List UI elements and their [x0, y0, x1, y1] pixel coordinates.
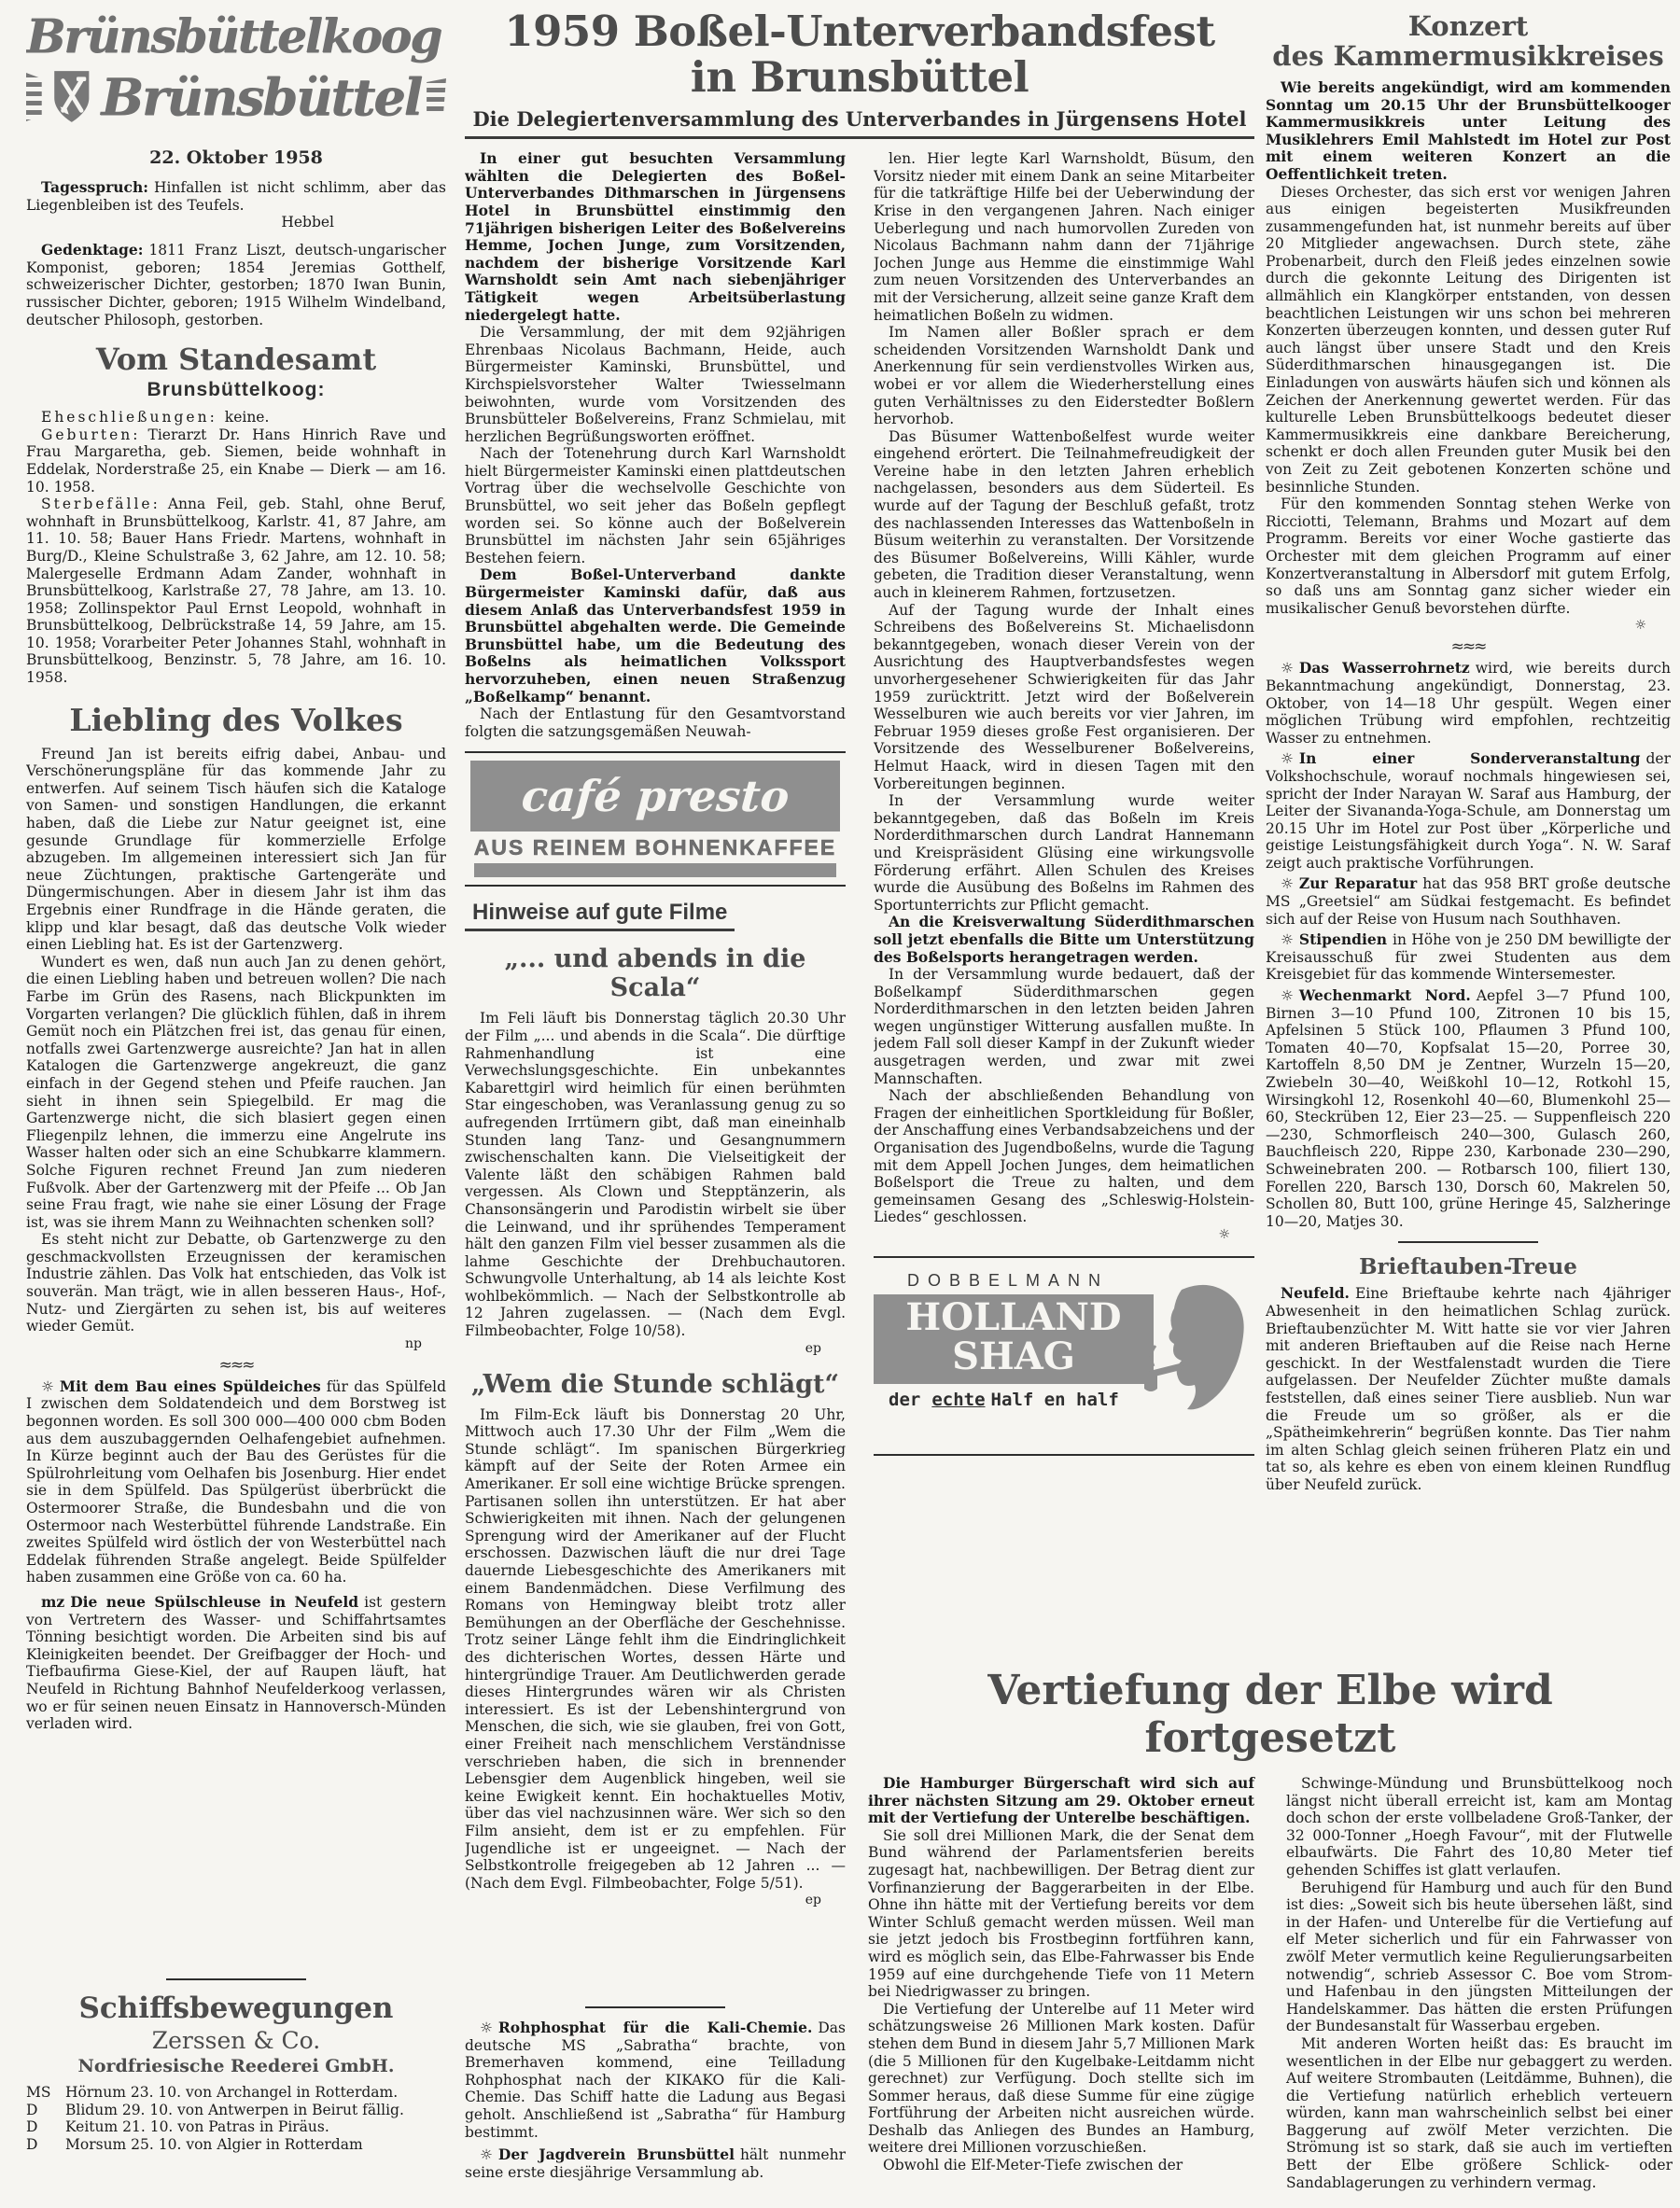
brief-wasserrohrnetz: [1266, 660, 1671, 747]
paragraph: Nach der Entlastung für den Gesamtvorstand folgten die satzungsgemäßen Neuwah-: [465, 706, 846, 740]
tagesspruch: [26, 179, 446, 214]
paragraph: An die Kreisverwaltung Süderdithmarschen soll jetzt ebenfalls die Bitte um Unterstützung des Boßelsports herangetragen werden.: [874, 913, 1254, 966]
konzert-heading-line2: des Kammermusikkreises: [1272, 40, 1664, 73]
scala-text: Im Feli läuft bis Donnerstag täglich 20.30 Uhr der Film „... und abends in die Scala“. Die dürftige Rahmenhandlung ist eine Verwechslungsgeschichte. Ein unbekanntes Kabarettgirl wird heimlich für einen berühmten Star eingeschoben, was Veranlassung genug zu so aufregenden Irrtümern gibt, daß man eineinhalb Stunden lang Tanz- und Gesangnummern zwischenschalten kann. Die Vielseitigkeit der Valente läßt den schäbigen Rahmen bald vergessen. Als Clown und Stepptänzerin, als Chansonsängerin und Parodistin wirbelt sie über die Leinwand, und ihr sprühendes Temperament hält den ganzen Film viel besser zusammen als die lahme Geschichte der Drehbuchautoren. Schwungvolle Unterhaltung, ab 14 als leichte Kost wohlbekömmlich. — Nach der Selbstkontrolle ab 12 Jahren zugelassen. — (Nach dem Evgl. Filmbeobachter, Folge 10/58).: [465, 1010, 846, 1340]
cafe-presto-ad: [465, 751, 846, 887]
konzert-heading-line1: Konzert: [1407, 11, 1529, 42]
gedenktage-text: 1811 Franz Liszt, deutsch-ungarischer Komponist, geboren; 1854 Jeremias Gotthelf, schweizerischer Dichter, gestorben; 1870 Iwan Bunin, russischer Dichter, geboren; 1915 Wilhelm Windelband, deutscher Philosoph, gestorben.: [26, 242, 446, 328]
bossel-headline-line1: 1959 Boßel-Unterverbandsfest: [504, 7, 1215, 56]
liebling-sign: np: [405, 1335, 422, 1351]
brief-text: in Höhe von je 250 DM bewilligte der Kreisausschuß für zwei Studenten aus dem Kreisgebiet für das kommende Wintersemester.: [1266, 931, 1671, 984]
liebling-heading: Liebling des Volkes: [69, 701, 403, 738]
films-heading: Hinweise auf gute Filme: [465, 900, 735, 931]
bossel-end-mark: ☼: [1218, 1227, 1230, 1242]
brieftauben-lead: Neufeld.: [1281, 1284, 1350, 1303]
section-rule: [166, 1978, 306, 1980]
ship-row: [26, 2136, 446, 2154]
masthead-title-line1: Brünsbüttelkoog: [26, 13, 441, 63]
brief-lead: Stipendien: [1298, 930, 1387, 949]
films-section: [465, 900, 846, 931]
tagesspruch-text: Hinfallen ist nicht schlimm, aber das Liegenbleiben ist des Teufels.: [26, 179, 446, 214]
schiffe-heading: Schiffsbewegungen: [78, 1991, 394, 2025]
brief-lead: Zur Reparatur: [1298, 874, 1418, 893]
sun-marker-icon: ☼: [480, 2019, 493, 2036]
paragraph: In der Versammlung wurde bedauert, daß der Boßelkampf Süderdithmarschen gegen Norderdithmarschen in den letzten beiden Jahren wegen ungünstiger Witterung ausfallen mußte. In jedem Fall soll dieser Kampf in der Zukunft wieder ausgetragen werden, und zwar mit zwei Mannschaften.: [874, 966, 1254, 1087]
column-2: [465, 150, 846, 1981]
town-crest-icon: [48, 56, 96, 138]
paragraph: Nach der abschließenden Behandlung von Fragen der einheitlichen Sportkleidung für Boßler, der Anschaffung eines Verbandsabzeichens und der Organisation des Jugendboßelns, wurde die Tagung mit dem Appell Jochen Junges, dem heimatlichen Boßelsport die Treue zu halten, und dem gemeinsamen Gesang des „Schleswig-Holstein-Liedes“ geschlossen.: [874, 1087, 1254, 1226]
brief-lead: Wechenmarkt Nord.: [1298, 986, 1471, 1005]
paragraph: Im Namen aller Boßler sprach er dem scheidenden Vorsitzenden Warnsholdt Dank und Anerkennung für sein verdienstvolles Wirken aus, wobei er vor allem die Wiederherstellung eines guten Verhältnisses zu den Eiderstedter Boßlern hervorhob.: [874, 324, 1254, 428]
ad-rule: [874, 1256, 1254, 1258]
gedenktage-lead: Gedenktage:: [41, 241, 144, 259]
brief-text: hält nunmehr seine erste diesjährige Versammlung ab.: [465, 2146, 846, 2181]
brief-jagdverein: [465, 2146, 846, 2181]
entry-text: keine.: [224, 409, 270, 426]
ship-prefix: D: [26, 2135, 38, 2153]
entry-text: Anna Feil, geb. Stahl, ohne Beruf, wohnhaft in Brunsbüttelkoog, Karlstr. 41, 87 Jahre, am 11. 10. 58; Bauer Hans Friedr. Martens, wohnhaft in Burg/D., Kleine Schulstraße 3, 62 Jahre, am 12. 10. 58; Malergeselle Erdmann Adam Zander, wohnhaft in Brunsbüttelkoog, Karlstraße 27, 78 Jahre, am 13. 10. 1958; Zollinspektor Paul Ernst Leopold, wohnhaft in Brunsbüttelkoog, Delbrückstraße 14, 59 Jahre, am 15. 10. 1958; Vorarbeiter Peter Johannes Stahl, wohnhaft in Brunsbüttelkoog, Benzinstr. 5, 78 Jahre, am 16. 10. 1958.: [26, 496, 446, 687]
ship-movements-section: [26, 1978, 446, 2153]
ship-text: Hörnum 23. 10. von Archangel in Rotterdam.: [65, 2084, 399, 2101]
brief-text: Das deutsche MS „Sabratha“ brachte, von Bremerhaven kommend, eine Teilladung Rohphosphat nach der KIKAKO für die Kali-Chemie. Das Schiff hatte die Ladung aus Begasi geholt. Anschließend ist „Sabratha“ für Hamburg bestimmt.: [465, 2019, 846, 2141]
brief-text: wird, wie bereits durch Bekanntmachung angekündigt, Donnerstag, 23. Oktober, von 14—18 Uhr gespült. Wegen einer möglichen Trübung wird empfohlen, rechtzeitig Wasser zu entnehmen.: [1266, 660, 1671, 747]
brief-text: hat das 958 BRT große deutsche MS „Greetsiel“ am Südkai festgemacht. Es befindet sich auf der Reise von Husum nach Southhaven.: [1266, 875, 1671, 928]
holland-shag-inner: [874, 1271, 1254, 1446]
brief-spuelschleuse: [26, 1594, 446, 1733]
bossel-subheadline: Die Delegiertenversammlung des Unterverbandes in Jürgensens Hotel: [465, 107, 1254, 139]
mz-marker: mz: [41, 1592, 65, 1611]
scala-title: „... und abends in die Scala“: [504, 944, 806, 1003]
elbe-columns: [868, 1775, 1673, 2191]
paragraph: Für den kommenden Sonntag stehen Werke von Ricciotti, Telemann, Brahms und Mozart auf dem Programm. Bereits vor einer Woche gastierte das Orchester mit dem gleichen Programm auf einer Konzertveranstaltung in Albersdorf mit gutem Erfolg, so daß uns am Sonntag ganz sicher wieder ein musikalischer Genuß bevorstehen dürfte.: [1266, 496, 1671, 617]
ship-prefix: MS: [26, 2084, 51, 2101]
paragraph: Die Versammlung, der mit dem 92jährigen Ehrenbaas Nicolaus Bachmann, Heide, auch Bürgermeister Kaminski, Brunsbüttel, und Kirchspielsvorsteher Walter Twiesselmann beiwohnten, wurde vom Vorsitzenden des Brunsbütteler Boßelvereins, Franz Schmielau, mit herzlichen Begrüßungsworten eröffnet.: [465, 324, 846, 445]
brieftauben-body: Eine Brieftaube kehrte nach 4jähriger Abwesenheit in den heimatlichen Schlag zurück. Brieftaubenzüchter M. Witt hatte sie vor vier Jahren mit anderen Brieftauben auf die Reise nach Herne geschickt. In der Westfalenstadt wurden die Tiere aufgelassen. Der Neufelder Züchter mußte damals feststellen, daß eines seiner Tiere ausblieb. Nun war die Freude um so größer, als er die „Spätheimkehrerin“ begrüßen konnte. Das Tier nahm im alten Schlag gleich seinen früheren Platz ein und tat so, als kehre es eben von einem kleinen Rundflug über Neufeld zurück.: [1266, 1285, 1671, 1493]
masthead-endblock-icon: [427, 78, 446, 116]
ship-row: [26, 2102, 446, 2119]
paragraph: Es steht nicht zur Debatte, ob Gartenzwerge zu den geschmackvollsten Erzeugnissen der keramischen Industrie zählen. Das Volk hat entschieden, das Volk ist souverän. Man trägt, wie in allen besseren Haus-, Hof-, Nutz- und Ziergärten zu sehen ist, bis auf weiteres wieder Gemüt.: [26, 1231, 446, 1335]
brieftauben-text: [1266, 1285, 1671, 1493]
bossel-headline-line2: in Brunsbüttel: [690, 51, 1029, 102]
squiggle-divider: ≈≈≈: [1450, 637, 1486, 657]
holland-shag-ad: [874, 1256, 1254, 1456]
paragraph: Sie soll drei Millionen Mark, die der Senat dem Bund während der Parlamentsferien bereits zugesagt hat, nachbewilligen. Der Betrag dient zur Vorfinanzierung der Baggerarbeiten in der Elbe. Ohne ihn hätte mit der Vertiefung bereits vor dem Winter Schluß gemacht werden müssen. Weil man sie jetzt jedoch bis Frostbeginn fortführen kann, wird es möglich sein, das Elbe-Fahrwasser bis Ende 1959 auf eine durchgehende Tiefe von 11 Metern bei Niedrigwasser zu bringen.: [868, 1826, 1254, 2001]
entry-lead: Geburten:: [41, 426, 141, 443]
ship-prefix: D: [26, 2118, 38, 2136]
brief-lead: In einer Sonderveranstaltung: [1298, 749, 1641, 768]
stunde-sign: ep: [805, 1893, 821, 1908]
bossel-headline: [465, 9, 1254, 100]
left-column: [26, 13, 446, 1971]
paragraph: Die Vertiefung der Unterelbe auf 11 Meter wird schätzungsweise 26 Millionen Mark kosten. Dafür stehen dem Bund in diesem Jahr 5,7 Millionen Mark (die 5 Millionen für den Kugelbake-Leitdamm nicht gerechnet) zur Verfügung. Doch stellte sich im Sommer heraus, daß diese Summe für eine zügige Fortführung der Arbeiten nicht ausreichen würde. Deshalb das Anliegen des Bundes an Hamburg, weitere drei Millionen vorzuschießen.: [868, 2000, 1254, 2157]
ship-prefix: D: [26, 2101, 38, 2118]
paragraph: Dem Boßel-Unterverband dankte Bürgermeister Kaminski dafür, daß aus diesem Anlaß das Unterverbandsfest 1959 in Brunsbüttel abgehalten werde. Die Gemeinde Brunsbüttel habe, um die Bedeutung des Boßelns als heimatlichen Volkssport hervorzuheben, einen neuen Straßenzug „Boßelkamp“ benannt.: [465, 566, 846, 706]
cafe-presto-tagline: AUS REINEM BOHNENKAFFEE: [473, 835, 837, 860]
sun-marker-icon: ☼: [480, 2145, 493, 2164]
squiggle-divider: ≈≈≈: [218, 1355, 254, 1375]
column-3: [874, 150, 1254, 1640]
right-column: [1266, 11, 1671, 1659]
shag-tagline-post: Half en half: [990, 1390, 1119, 1410]
cafe-presto-logo: café presto: [519, 771, 791, 822]
sun-marker-icon: ☼: [1281, 986, 1294, 1005]
elbe-headline: Vertiefung der Elbe wird fortgesetzt: [987, 1667, 1553, 1762]
brief-sonderveranstaltung: [1266, 750, 1671, 872]
paragraph: Beruhigend für Hamburg und auch für den Bund ist dies: „Soweit sich bis heute übersehen läßt, sind in der Hafen- und Unterelbe für die Vertiefung auf elf Meter sicherlich und für ein Fahrwasser von zwölf Meter vermutlich keine Regulierungsarbeiten notwendig“, schrieb Assessor C. Boe vom Strom- und Hafenbau in den jüngsten Mitteilungen der Handelskammer. Das hätten die ersten Prüfungen der Bundesanstalt für Wasserbau ergeben.: [1286, 1879, 1673, 2035]
brief-text: der Volkshochschule, worauf nochmals hingewiesen sei, spricht der Inder Narayan W. Saraf aus Hamburg, der Leiter der Sivananda-Yoga-Schule, am Donnerstag um 20.15 Uhr im Hotel zur Post über „Körperliche und geistige Leistungsfähigkeit durch Yoga“. N. W. Saraf zeigt auch praktische Vorführungen.: [1266, 750, 1671, 872]
shag-brand: DOBBELMANN: [907, 1271, 1110, 1290]
shag-logo-box: [874, 1294, 1154, 1384]
issue-date: 22. Oktober 1958: [149, 147, 323, 168]
elbe-article: [868, 1667, 1673, 2206]
standesamt-entry-deaths: [26, 496, 446, 687]
tagesspruch-lead: Tagesspruch:: [41, 178, 148, 196]
brief-lead: Rohphosphat für die Kali-Chemie.: [497, 2019, 813, 2036]
paragraph: In der Versammlung wurde weiter bekanntgegeben, daß das Boßeln im Kreis Norderdithmarschen durch Landrat Hannemann und Kreispräsident Glüsing eine wirkungsvolle Förderung erfährt. Allen Schulen des Kreises wurde die Ausübung des Boßelns im Rahmen des Sportunterrichts zur Pflicht gemacht.: [874, 792, 1254, 914]
brieftauben-heading: Brieftauben-Treue: [1359, 1254, 1577, 1280]
cafe-presto-logo-box: [470, 761, 840, 831]
sun-marker-icon: ☼: [1281, 930, 1294, 949]
paragraph: Die Hamburger Bürgerschaft wird sich auf ihrer nächsten Sitzung am 29. Oktober erneut mit der Vertiefung der Unterelbe beschäftigen.: [868, 1774, 1254, 1827]
masthead-row: [26, 56, 446, 138]
ship-text: Blidum 29. 10. von Antwerpen in Beirut fällig.: [65, 2101, 404, 2118]
elbe-column-left: [868, 1775, 1254, 2191]
brief-text: Aepfel 3—7 Pfund 100, Birnen 3—10 Pfund 100, Zitronen 10 bis 15, Apfelsinen 5 Stück 100, Pflaumen 3 Pfund 100, Tomaten 40—70, Kopfsalat 15—20, Porree 30, Kartoffeln 8,50 DM je Zentner, Wurzeln 15—20, Zwiebeln 30—40, Weißkohl 10—12, Rotkohl 15, Wirsingkohl 12, Rosenkohl 40—60, Blumenkohl 25—60, Steckrüben 12, Eier 23—25. — Suppenfleisch 220—230, Schmorfleisch 240—300, Gulasch 260, Bauchfleisch 220, Rippe 230, Karbonade 230—290, Schweinebraten 200. — Rotbarsch 100, filiert 130, Forellen 220, Barsch 130, Dorsch 60, Makrelen 50, Schollen 80, Butt 100, grüne Heringe 45, Salzheringe 10—20, Matjes 30.: [1266, 987, 1671, 1230]
masthead-ribbon-icon: [26, 73, 42, 121]
brief-reparatur: [1266, 875, 1671, 928]
shag-tagline-em: echte: [931, 1390, 986, 1410]
sun-marker-icon: ☼: [1281, 659, 1294, 678]
ship-row: [26, 2118, 446, 2136]
konzert-lead: Wie bereits angekündigt, wird am kommenden Sonntag um 20.15 Uhr der Brunsbüttelkooger Kammermusikkreis unter Leitung des Musiklehrers Emil Mahlstedt im Hotel zur Post mit einem weiteren Konzert an die Oeffentlichkeit treten.: [1266, 77, 1671, 183]
stunde-title: „Wem die Stunde schlägt“: [470, 1369, 840, 1399]
paragraph: Freund Jan ist bereits eifrig dabei, Anbau- und Verschönerungspläne für das kommende Jahr zu entwerfen. Auf seinem Tisch häufen sich die Kataloge von Samen- und sonstigen Handlungen, die erkannt haben, daß die Liebe zur Natur geeignet ist, eine gesunde Grundlage für kommerzielle Erfolge abzugeben. Im allgemeinen interessiert sich Jan für neue Züchtungen, praktische Gartengeräte und Düngermischungen. Aber in diesem Jahr ist ihm das Ergebnis einer Rundfrage in die Hände geraten, die klipp und klar besagt, daß das deutsche Volk wieder einen Liebling hat. Es ist der Gartenzwerg.: [26, 745, 446, 954]
standesamt-entry-births: [26, 426, 446, 496]
cafe-presto-bar: [474, 863, 836, 877]
paragraph: Obwohl die Elf-Meter-Tiefe zwischen der: [883, 2157, 1183, 2174]
tagesspruch-byline: Hebbel: [281, 214, 334, 231]
paragraph: In einer gut besuchten Versammlung wählten die Delegierten des Boßel-Unterverbandes Dithmarschen in Jürgensens Hotel in Brunsbüttel einstimmig den 71jährigen bisherigen Leiter des Boßelvereins Hemme, Jochen Junge, zum Vorsitzenden, nachdem der bisherige Vorsitzende Karl Warnsholdt sein Amt nach siebenjähriger Tätigkeit wegen Arbeitsüberlastung niedergelegt hatte.: [465, 150, 846, 324]
standesamt-subheading: Brunsbüttelkoog:: [147, 379, 326, 401]
paragraph: Schwinge-Mündung und Brunsbüttelkoog noch längst nicht überall erreicht ist, kam am Montag doch schon der erste vollbeladene Groß-Tanker, der 32 000-Tonner „Hoegh Favour“, mit der Flutwelle elbaufwärts. Die Fahrt des 10,80 Meter tief gehenden Schiffes ist glatt verlaufen.: [1286, 1775, 1673, 1879]
paragraph: Nach der Totenehrung durch Karl Warnsholdt hielt Bürgermeister Kaminski einen plattdeutschen Vortrag über die wechselvolle Geschichte von Brunsbüttel, wo seit jeher das Boßeln gepflegt worden sei. So könne auch der Boßelverein Brunsbüttel im nächsten Jahr sein 65jähriges Bestehen feiern.: [465, 445, 846, 566]
brief-wochenmarkt: [1266, 987, 1671, 1230]
masthead: [26, 13, 446, 168]
sun-marker-icon: ☼: [1281, 749, 1294, 768]
entry-lead: Sterbefälle:: [41, 496, 161, 513]
brief-lead: Das Wasserrohrnetz: [1298, 659, 1470, 678]
elbe-column-right: [1286, 1775, 1673, 2191]
paragraph: Das Büsumer Wattenboßelfest wurde weiter eingehend erörtert. Die Teilnahmefreudigkeit der Vereine habe in den letzten Jahren erheblich nachgelassen, besonders aus dem Süderteil. Es wurde auf der Tagung der Beschluß gefaßt, trotz des nachlassenden Interesses das Wattenboßeln in Büsum weiterhin zu veranstalten. Der Vorsitzende des Büsumer Boßelvereins, Willi Kähler, wurde gebeten, die Tradition dieser Veranstaltung, wenn auch in kleinerem Rahmen, fortzusetzen.: [874, 427, 1254, 602]
paragraph: Mit anderen Worten heißt das: Es braucht im wesentlichen in der Elbe nur gebaggert zu werden. Auf weitere Strombauten (Leitdämme, Buhnen), die die Vertiefung natürlich erheblich verteuern würden, kann man wahrscheinlich selbst bei einer Baggerung auf zwölf Meter verzichten. Die Strömung ist so stark, daß sie auch im vertieften Bett der Elbe größere Schlick- oder Sandablagerungen zu verhindern vermag.: [1286, 2034, 1673, 2191]
schiffe-company: Zerssen & Co.: [151, 2027, 321, 2054]
standesamt-entry-marriages: [26, 409, 446, 426]
konzert-end-mark: ☼: [1634, 618, 1646, 634]
stunde-text: Im Film-Eck läuft bis Donnerstag 20 Uhr, Mittwoch auch 17.30 Uhr der Film „Wem die Stunde schlägt“. Im spanischen Bürgerkrieg kämpft auf der Seite der Roten Armee ein Amerikaner. Er soll eine wichtige Brücke sprengen. Partisanen sollen ihn unterstützen. Er hat aber Schwierigkeiten mit ihnen. Nach der gelungenen Sprengung wird der Amerikaner auf der Flucht erschossen. Dazwischen läuft die nur drei Tage dauernde Liebesgeschichte des Amerikaners mit einem Bandenmädchen. Diese Verfilmung des Romans von Hemingway bleibt trotz aller Bemühungen an der Oberfläche der Geschehnisse. Trotz seiner Länge fehlt ihm die Eindringlichkeit des dichterischen Wortes, dessen Härte und hintergründige Trauer. Am Deutlichwerden gerade dieses Hintergrundes wären wir als Christen interessiert. Es ist der Lebenshintergrund von Menschen, die sich, wie sie glauben, frei von Gott, einer Freiheit nach menschlichem Verständnisse verschrieben haben, die sich in brennender Lebensgier dem Augenblick hingeben, weil sie keine Ewigkeit kennt. Ein hochaktuelles Motiv, über das viel nachzusinnen wäre. Wer sich so den Film ansieht, dem ist er zu empfehlen. Für Jugendliche ist er ungeeignet. — Nach der Selbstkontrolle freigegeben ab 12 Jahren ... — (Nach dem Evgl. Filmbeobachter, Folge 5/51).: [465, 1405, 846, 1892]
section-rule: [585, 2006, 725, 2008]
brief-rohphosphat: [465, 2019, 846, 2141]
ship-row: [26, 2084, 446, 2102]
pipe-smoker-icon: [1141, 1280, 1253, 1420]
brief-lead: Die neue Spülschleuse in Neufeld: [70, 1592, 359, 1611]
column-2-bottom: [465, 2006, 846, 2181]
brief-spueldeich: [26, 1378, 446, 1586]
paragraph: Wundert es wen, daß nun auch Jan zu denen gehört, die einen Liebling haben und betreuen wollen? Die nach Farbe im Grün des Rasens, nach Blickpunkten im Vorgarten verlangen? Die glücklich fühlen, daß in ihrem Gemüt noch ein Plätzchen frei ist, das genau für einen, notfalls zwei Gartenzwerge ausreichte? Jan hat in allen Katalogen die Gartenzwerge angekreuzt, die ganz einfach in der Gegend stehen und Pfeife rauchen. Jan sieht in ihnen sein Spiegelbild. Er mag die Gartenzwerge nicht, die sich blasiert gegen einen Fliegenpilz lehnen, die immerzu eine Angelrute ins Wasser halten oder sich an eine Schubkarre klammern. Solche Figuren rechnet Freund Jan zum niederen Fußvolk. Aber der Gartenzwerg mit der Pfeife ... Ob Jan seine Frau fragt, wie nahe sie einer Lösung der Frage ist, was sie ihrem Mann zu Weihnachten schenken soll?: [26, 953, 446, 1231]
sun-marker-icon: ☼: [41, 1377, 54, 1395]
scala-sign: ep: [805, 1340, 821, 1356]
ad-rule: [874, 1454, 1254, 1456]
ad-rule: [465, 751, 846, 753]
shag-tagline-pre: der: [889, 1390, 921, 1410]
gedenktage: [26, 242, 446, 328]
ad-rule: [465, 885, 846, 887]
paragraph: Auf der Tagung wurde der Inhalt eines Schreibens des Boßelvereins St. Michaelisdonn bekanntgegeben, wonach dieser Verein von der Ausrichtung des Hauptverbandsfestes wegen unvorhergesehener Schwierigkeiten für das Jahr 1959 zurücktritt. Jetzt wird der Boßelverein Wesselburen wie auch bereits vor vier Jahren, im Februar 1959 dieses große Fest organisieren. Der Vorsitzende des Wesselburener Boßelvereins, Helmut Haack, wird in diesen Tagen mit den Vorbereitungen beginnen.: [874, 601, 1254, 792]
schiffe-subcompany: Nordfriesische Reederei GmbH.: [77, 2056, 395, 2076]
brief-stipendien: [1266, 931, 1671, 984]
entry-lead: Eheschließungen:: [41, 409, 217, 426]
standesamt-heading: Vom Standesamt: [95, 342, 377, 378]
shag-product-line1: HOLLAND: [905, 1295, 1122, 1339]
ship-text: Morsum 25. 10. von Algier in Rotterdam: [65, 2135, 363, 2153]
masthead-title-line2: Brünsbüttel: [101, 67, 422, 127]
brief-text: ist gestern von Vertretern des Wasser- und Schiffahrtsamtes Tönning besichtigt worden. Die Arbeiten sind bis auf Kleinigkeiten beendet. Der Greifbagger der Hoch- und Tiefbaufirma Giese-Kiel, der auf Raupen läuft, hat Neufeld in Richtung Bahnhof Neufelderkoog verlassen, wo er für seinen neuen Einsatz in Hannoversch-Münden verladen wird.: [26, 1593, 446, 1733]
section-rule: [1398, 1241, 1538, 1243]
entry-text: Tierarzt Dr. Hans Hinrich Rave und Frau Margaretha, geb. Siemen, beide wohnhaft in Eddelak, Norderstraße 25, ein Knabe — Dierk — am 16. 10. 1958.: [26, 426, 446, 496]
paragraph: Dieses Orchester, das sich erst vor wenigen Jahren aus einigen begeisterten Musikfreunden zusammengefunden hat, ist nunmehr bereits auf über 20 Mitglieder angewachsen. Durch stete, zähe Probenarbeit, durch den Fleiß jedes einzelnen sowie durch die gekonnte Leitung des Dirigenten ist allmählich ein Klangkörper entstanden, von dessen beachtlichen Leistungen wir uns schon bei mehreren Konzerten überzeugen konnten, und dessen guter Ruf auch längst über unsere Stadt und den Kreis Süderdithmarschen hinausgegangen ist. Die Einladungen von auswärts häufen sich und können als Zeichen der Anerkennung gewertet werden. Für das kulturelle Leben Brunsbüttelkoogs bedeutet dieser Kammermusikkreis eine dankbare Bereicherung, schenkt er doch allen Freunden guter Musik bei den von Zeit zu Zeit gebotenen Konzerten schöne und besinnliche Stunden.: [1266, 183, 1671, 496]
sun-marker-icon: ☼: [1281, 874, 1294, 893]
paragraph: len. Hier legte Karl Warnsholdt, Büsum, den Vorsitz nieder mit einem Dank an seine Mitarbeiter für die tatkräftige Hilfe bei der Ueberwindung der Krise in den vergangenen Jahren. Nach einiger Ueberlegung und nach humorvollen Zureden von Nicolaus Bachmann nahm dann der 71jährige Jochen Junge aus Hemme die einstimmige Wahl zum neuen Vorsitzenden des Unterverbandes an mit der Versicherung, allzeit seine ganze Kraft dem heimatlichen Boßeln zu widmen.: [874, 150, 1254, 324]
shag-product-line2: SHAG: [952, 1335, 1075, 1378]
konzert-heading: [1266, 11, 1671, 72]
brief-lead: Mit dem Bau eines Spüldeiches: [59, 1377, 321, 1395]
brief-lead: Der Jagdverein Brunsbüttel: [497, 2145, 735, 2164]
ship-text: Keitum 21. 10. von Patras in Piräus.: [65, 2118, 329, 2136]
brief-text: für das Spülfeld I zwischen dem Soldatendeich und dem Borstweg ist begonnen worden. Es soll 300 000—400 000 cbm Boden aus dem auszubaggernden Oelhafengebiet aufnehmen. In Kürze beginnt auch der Bau des Gerüstes für die Spülrohrleitung vom Oelhafen bis Josenburg. Hier endet sie in dem Spülfeld. Das Spülgerüst überbrückt die Ostermoorer Straße, die Bundesbahn und die von Ostermoor nach Westerbüttel führende Landstraße. Ein zweites Spülfeld wird östlich der von Westerbüttel nach Eddelak führenden Straße angelegt. Beide Spülfelder haben zusammen eine Größe von ca. 60 ha.: [26, 1377, 446, 1586]
